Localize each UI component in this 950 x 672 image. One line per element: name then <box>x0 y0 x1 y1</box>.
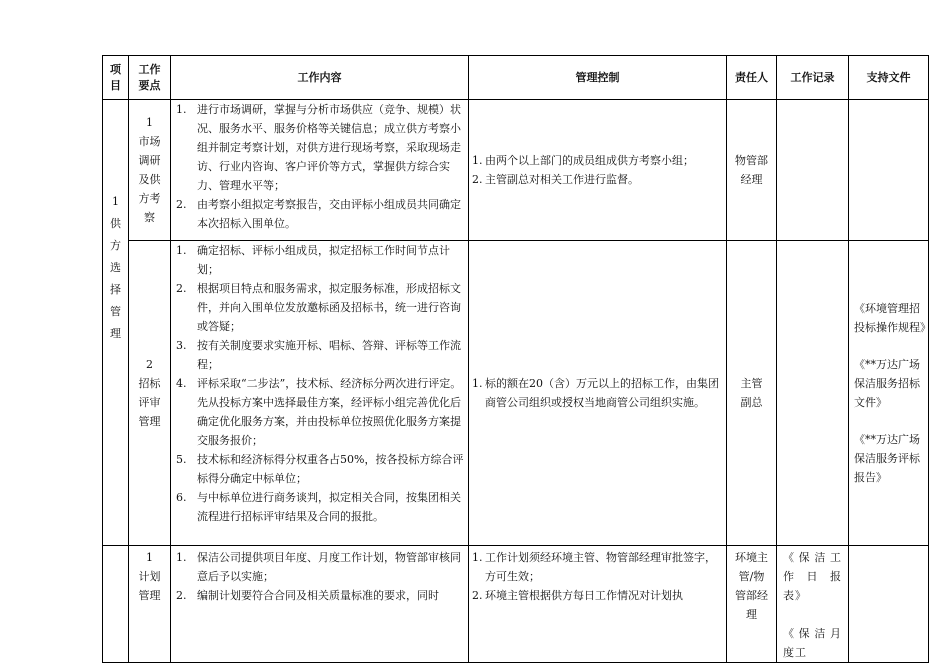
list-text: 标的额在20（含）万元以上的招标工作，由集团商管公司组织或授权当地商管公司组织实施。 <box>485 377 719 409</box>
header-owner: 责任人 <box>727 56 777 100</box>
management-table <box>102 55 929 663</box>
list-text: 主管副总对相关工作进行监督。 <box>485 173 639 186</box>
header-content: 工作内容 <box>171 56 469 100</box>
list-number: 1. <box>176 103 187 116</box>
list-number: 1. <box>472 551 483 564</box>
list-text: 工作计划须经环境主管、物管部经理审批签字，方可生效； <box>485 551 716 583</box>
header-record: 工作记录 <box>777 56 849 100</box>
list-text: 由考察小组拟定考察报告，交由评标小组成员共同确定本次招标入围单位。 <box>197 198 461 230</box>
list-item <box>469 170 722 189</box>
list-item <box>171 241 464 279</box>
list-number: 2. <box>176 198 187 211</box>
work-point: 2 招标 评审 管理 <box>129 241 171 546</box>
list-text: 根据项目特点和服务需求，拟定服务标准，形成招标文件，并向入围单位发放邀标函及招标书，统一进行咨询或答疑； <box>197 282 461 333</box>
support-file: 《**万达广场保洁服务评标报告》 <box>854 433 920 484</box>
work-content <box>171 241 469 546</box>
list-item <box>171 336 464 374</box>
list-item <box>171 374 464 450</box>
work-point: 1 市场 调研 及供 方考 察 <box>129 100 171 241</box>
work-point: 1 计划 管理 <box>129 546 171 663</box>
list-item <box>469 548 722 586</box>
list-item <box>171 586 464 605</box>
list-number: 4. <box>176 377 187 390</box>
list-number: 1. <box>176 551 187 564</box>
list-number: 1. <box>472 154 483 167</box>
list-number: 2. <box>472 173 483 186</box>
list-number: 5. <box>176 453 187 466</box>
support-file: 《环境管理招投标操作规程》 <box>854 302 931 334</box>
header-point: 工作 要点 <box>129 56 171 100</box>
list-number: 2. <box>176 282 187 295</box>
section-title <box>103 546 129 663</box>
list-text: 进行市场调研，掌握与分析市场供应（竞争、规模）状况、服务水平、服务价格等关键信息；成立供方考察小组并制定考察计划，对供方进行现场考察，采取现场走访、行业内咨询、客户评价等方式，掌握供方综合实力、管理水平等； <box>197 103 461 192</box>
work-content <box>171 100 469 241</box>
list-number: 1. <box>176 244 187 257</box>
table-row <box>103 546 929 663</box>
support-files <box>849 241 929 546</box>
management-control <box>469 241 727 546</box>
list-number: 6. <box>176 491 187 504</box>
header-control: 管理控制 <box>469 56 727 100</box>
header-support: 支持文件 <box>849 56 929 100</box>
management-control <box>469 546 727 663</box>
work-record <box>777 100 849 241</box>
list-item <box>171 100 464 195</box>
list-text: 技术标和经济标得分权重各占50%，按各投标方综合评标得分确定中标单位； <box>197 453 464 485</box>
responsible-person: 物管部 经理 <box>727 100 777 241</box>
responsible-person: 环境主 管/物 管部经 理 <box>727 546 777 663</box>
list-number: 1. <box>472 377 483 390</box>
list-text: 确定招标、评标小组成员，拟定招标工作时间节点计划； <box>197 244 450 276</box>
list-text: 由两个以上部门的成员组成供方考察小组； <box>485 154 694 167</box>
list-text: 环境主管根据供方每日工作情况对计划执 <box>485 589 683 602</box>
list-item <box>469 151 722 170</box>
list-text: 保洁公司提供项目年度、月度工作计划，物管部审核同意后予以实施； <box>197 551 461 583</box>
section-title: 1 供 方 选 择 管 理 <box>103 100 129 546</box>
support-empty <box>849 100 929 241</box>
list-number: 2. <box>472 589 483 602</box>
responsible-person: 主管 副总 <box>727 241 777 546</box>
table-row <box>103 100 929 241</box>
list-item <box>171 450 464 488</box>
header-item: 项 目 <box>103 56 129 100</box>
list-text: 按有关制度要求实施开标、唱标、答辩、评标等工作流程； <box>197 339 461 371</box>
list-item <box>171 548 464 586</box>
list-number: 3. <box>176 339 187 352</box>
support-files <box>849 546 929 663</box>
list-item <box>171 488 464 526</box>
list-text: 与中标单位进行商务谈判，拟定相关合同，按集团相关流程进行招标评审结果及合同的报批。 <box>197 491 461 523</box>
management-control <box>469 100 727 241</box>
support-file: 《**万达广场保洁服务招标文件》 <box>854 358 920 409</box>
list-item <box>469 374 722 412</box>
work-record: 《保洁工作日报表》 《保洁月度工 <box>777 546 849 663</box>
work-record <box>777 241 849 546</box>
list-item <box>171 279 464 336</box>
list-text: 编制计划要符合合同及相关质量标准的要求，同时 <box>197 589 439 602</box>
list-number: 2. <box>176 589 187 602</box>
list-item <box>171 195 464 233</box>
work-content <box>171 546 469 663</box>
table-row <box>103 241 929 546</box>
header-row <box>103 56 929 100</box>
list-item <box>469 586 722 605</box>
list-text: 评标采取“二步法”，技术标、经济标分两次进行评定。先从投标方案中选择最佳方案，经评标小组完善优化后确定优化服务方案，并由投标单位按照优化服务方案提交服务报价； <box>197 377 462 447</box>
